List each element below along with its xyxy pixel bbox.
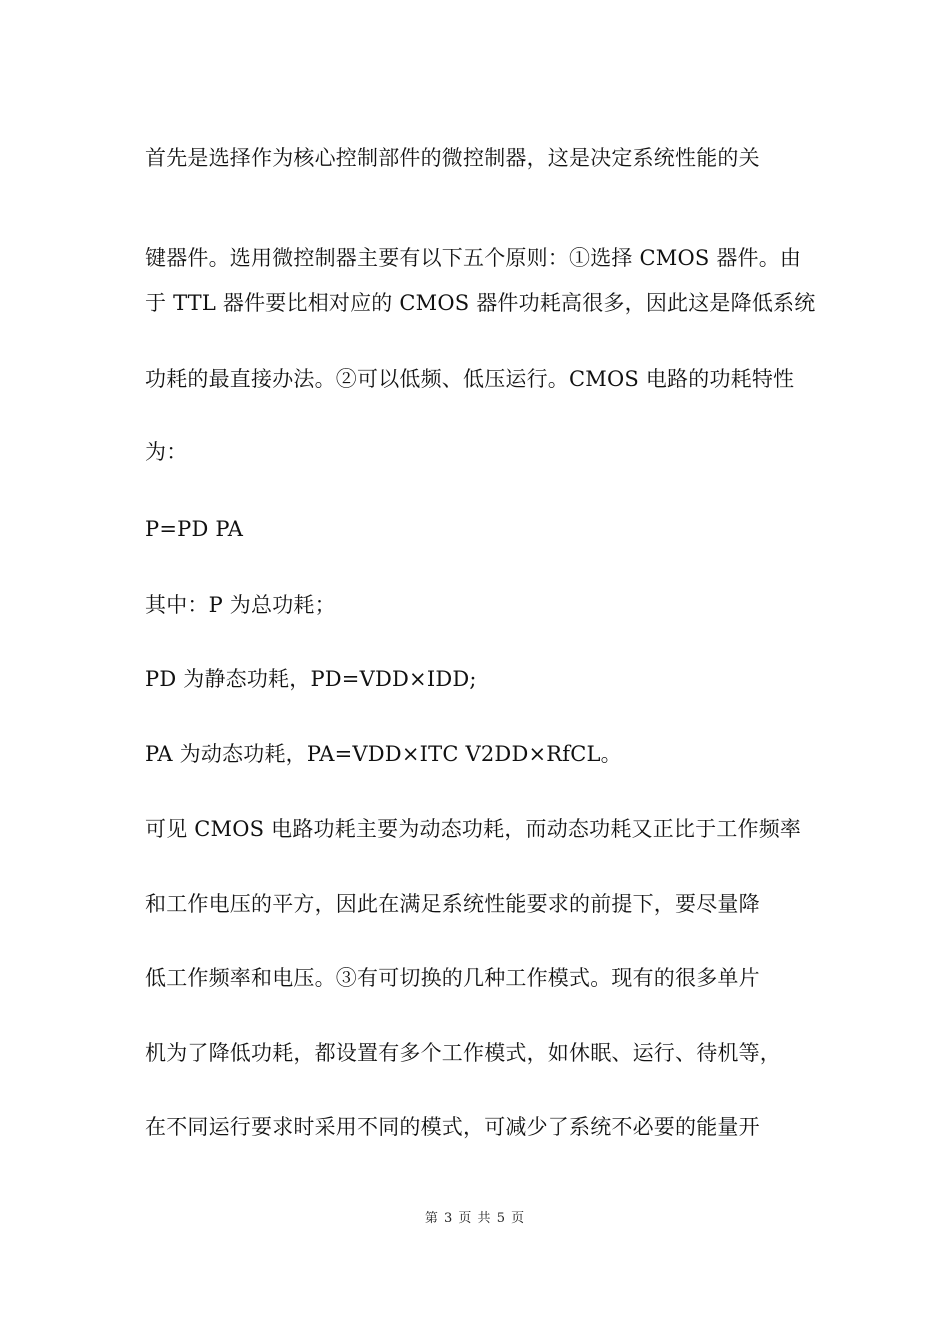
page-number-footer: 第 3 页 共 5 页	[424, 1211, 526, 1226]
text-line-4: 功耗的最直接办法。②可以低频、低压运行。CMOS 电路的功耗特性	[145, 367, 795, 391]
text-line-12: 低工作频率和电压。③有可切换的几种工作模式。现有的很多单片	[145, 966, 760, 990]
text-line-9: PA 为动态功耗，PA=VDD×ITC V2DD×RfCL。	[145, 742, 622, 766]
text-line-13: 机为了降低功耗，都设置有多个工作模式，如休眠、运行、待机等，	[145, 1041, 781, 1065]
text-line-14: 在不同运行要求时采用不同的模式，可减少了系统不必要的能量开	[145, 1115, 760, 1139]
text-line-7: 其中：P 为总功耗；	[145, 593, 336, 617]
text-line-8: PD 为静态功耗，PD=VDD×IDD;	[145, 667, 477, 691]
text-line-2: 键器件。选用微控制器主要有以下五个原则：①选择 CMOS 器件。由	[145, 246, 802, 270]
text-line-11: 和工作电压的平方，因此在满足系统性能要求的前提下，要尽量降	[145, 892, 760, 916]
formula-line: P=PD PA	[145, 517, 244, 541]
text-line-1: 首先是选择作为核心控制部件的微控制器，这是决定系统性能的关	[145, 146, 760, 170]
text-line-3: 于 TTL 器件要比相对应的 CMOS 器件功耗高很多，因此这是降低系统	[145, 291, 816, 315]
text-line-10: 可见 CMOS 电路功耗主要为动态功耗，而动态功耗又正比于工作频率	[145, 817, 802, 841]
text-line-5: 为：	[145, 440, 188, 464]
